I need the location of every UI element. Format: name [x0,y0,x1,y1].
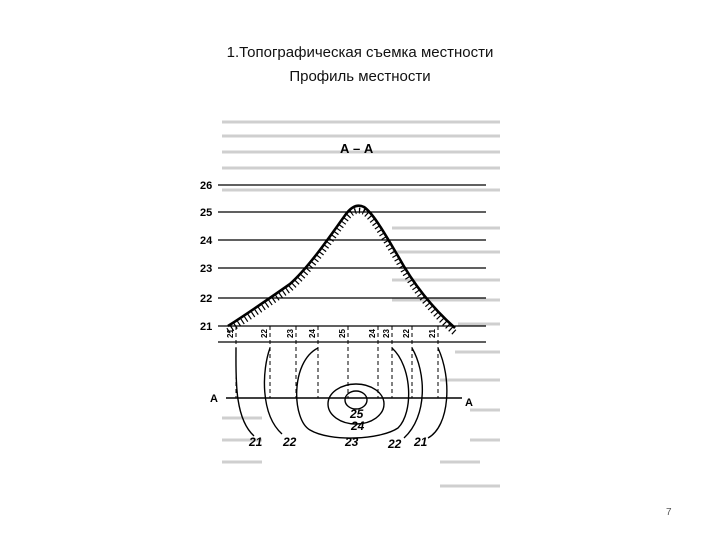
contour-label-23: 23 [345,435,359,449]
level-label-26: 26 [200,180,213,192]
level-label-21: 21 [200,321,213,333]
contour-22-right [404,348,422,438]
level-label-24: 24 [200,235,213,247]
level-label-25: 25 [200,207,213,219]
slide-title: 1.Топографическая съемка местности [226,44,494,61]
projection-label: 25 [338,329,347,338]
contour-label-22-left: 22 [283,435,297,449]
section-label: А – А [340,141,374,156]
contour-21-right [428,348,447,438]
contour-label-21-right: 21 [414,435,428,449]
projection-label: 24 [308,329,317,338]
contour-labels [248,407,428,451]
contour-22-left [264,348,282,434]
page-number: 7 [666,507,672,518]
hill-profile-curve [228,206,455,328]
contour-label-25: 25 [350,407,364,421]
contour-21-left [236,348,254,436]
section-endpoint-right: А [465,397,473,409]
contour-label-22-right: 22 [388,437,402,451]
projection-label: 23 [382,329,391,338]
level-label-23: 23 [200,263,213,275]
contour-lines [236,348,447,438]
contour-label-24: 24 [351,419,365,433]
slide-subtitle: Профиль местности [289,68,431,85]
projection-label: 22 [260,329,269,338]
projection-label: 23 [286,329,295,338]
level-label-22: 22 [200,293,213,305]
projection-label: 21 [226,329,235,338]
projection-label: 21 [428,329,437,338]
section-endpoint-left: А [210,393,218,405]
level-labels [200,180,213,333]
projection-label: 24 [368,329,377,338]
contour-label-21-left: 21 [249,435,263,449]
projection-labels [226,329,437,338]
projection-label: 22 [402,329,411,338]
